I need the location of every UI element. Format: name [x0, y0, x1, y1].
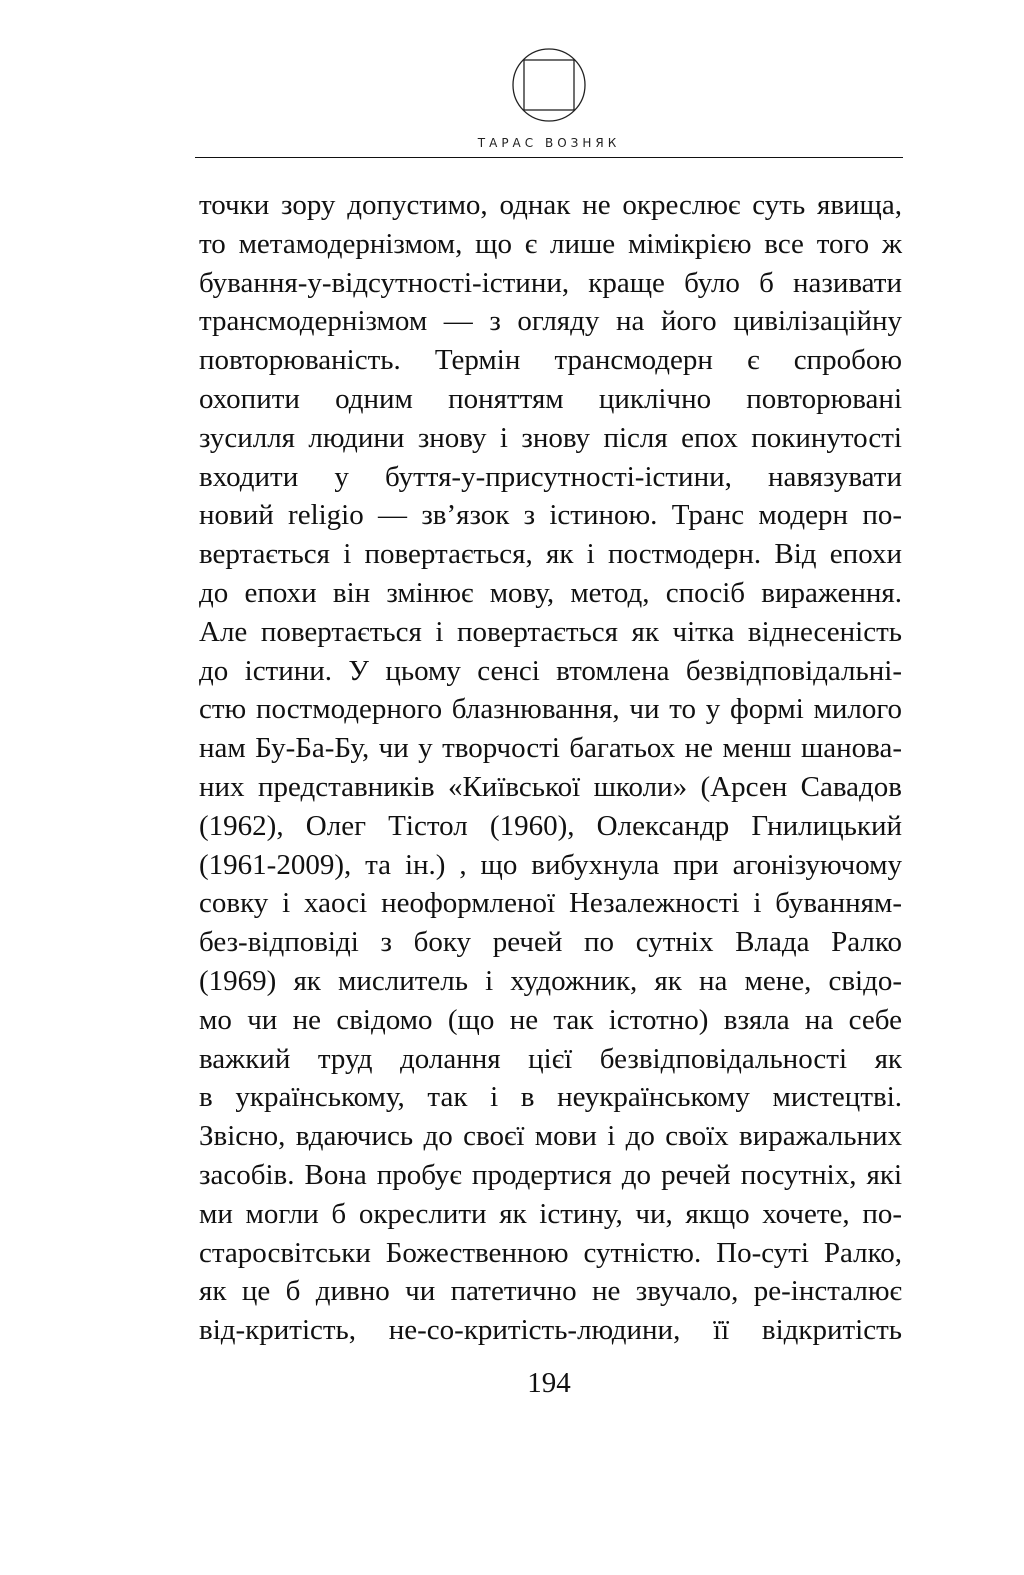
- body-line: охопити одним поняттям циклічно повторювані: [199, 382, 902, 415]
- body-line: ми могли б окреслити як істину, чи, якщо хочете, по-: [199, 1197, 902, 1230]
- body-line: від-критість, не-со-критість-людини, її відкритість: [199, 1314, 902, 1347]
- body-line: трансмодернізмом — з огляду на його цивілізаційну: [199, 305, 902, 338]
- body-line: засобів. Вона пробує продертися до речей посутніх, які: [199, 1158, 902, 1191]
- body-line: нам Бу-Ба-Бу, чи у творчості багатьох не менш шанова-: [199, 732, 902, 765]
- body-line: (1962), Олег Тістол (1960), Олександр Гнилицький: [199, 809, 902, 842]
- body-line: бування-у-відсутності-істини, краще було б називати: [199, 266, 902, 299]
- body-line: то метамодернізмом, що є лише мімікрією все того ж: [199, 227, 902, 260]
- circle-square-emblem-icon: [511, 47, 587, 123]
- body-line: важкий труд долання цієї безвідповідальності як: [199, 1042, 902, 1075]
- body-line: точки зору допустимо, однак не окреслює суть явища,: [199, 189, 902, 221]
- body-line: старосвітськи Божественною сутністю. По-суті Ралко,: [199, 1236, 902, 1269]
- body-line: до епохи він змінює мову, метод, спосіб вираження.: [199, 576, 902, 609]
- body-line: мо чи не свідомо (що не так істотно) взяла на себе: [199, 1003, 902, 1036]
- body-line: як це б дивно чи патетично не звучало, ре-інсталює: [199, 1275, 902, 1308]
- body-line: стю постмодерного блазнювання, чи то у формі милого: [199, 693, 902, 726]
- body-line: совку і хаосі неоформленої Незалежності і буванням-: [199, 887, 902, 920]
- body-line: входити у буття-у-присутності-істини, навязувати: [199, 460, 902, 493]
- body-line: вертається і повертається, як і постмодерн. Від епохи: [199, 538, 902, 571]
- body-line: них представників «Київської школи» (Арсен Савадов: [199, 770, 902, 803]
- body-line: повторюваність. Термін трансмодерн є спробою: [199, 344, 902, 377]
- running-head-author: ТАРАС ВОЗНЯК: [477, 136, 621, 150]
- body-line: Звісно, вдаючись до своєї мови і до своїх виражальних: [199, 1120, 902, 1153]
- page-number: 194: [527, 1367, 571, 1399]
- body-line: (1961-2009), та ін.) , що вибухнула при агонізуючому: [199, 848, 902, 881]
- body-line: в українському, так і в неукраїнському мистецтві.: [199, 1081, 902, 1114]
- body-line: Але повертається і повертається як чітка віднесеність: [199, 615, 902, 648]
- body-line: зусилля людини знову і знову після епох покинутості: [199, 421, 902, 454]
- body-line: новий religio — зв’язок з істиною. Транс модерн по-: [199, 499, 902, 532]
- body-text: [199, 186, 902, 1350]
- body-line: до істини. У цьому сенсі втомлена безвідповідальні-: [199, 654, 902, 687]
- body-line: (1969) як мислитель і художник, як на мене, свідо-: [199, 964, 902, 997]
- header-rule: [195, 157, 903, 158]
- body-line: без-відповіді з боку речей по сутніх Влада Ралко: [199, 926, 902, 959]
